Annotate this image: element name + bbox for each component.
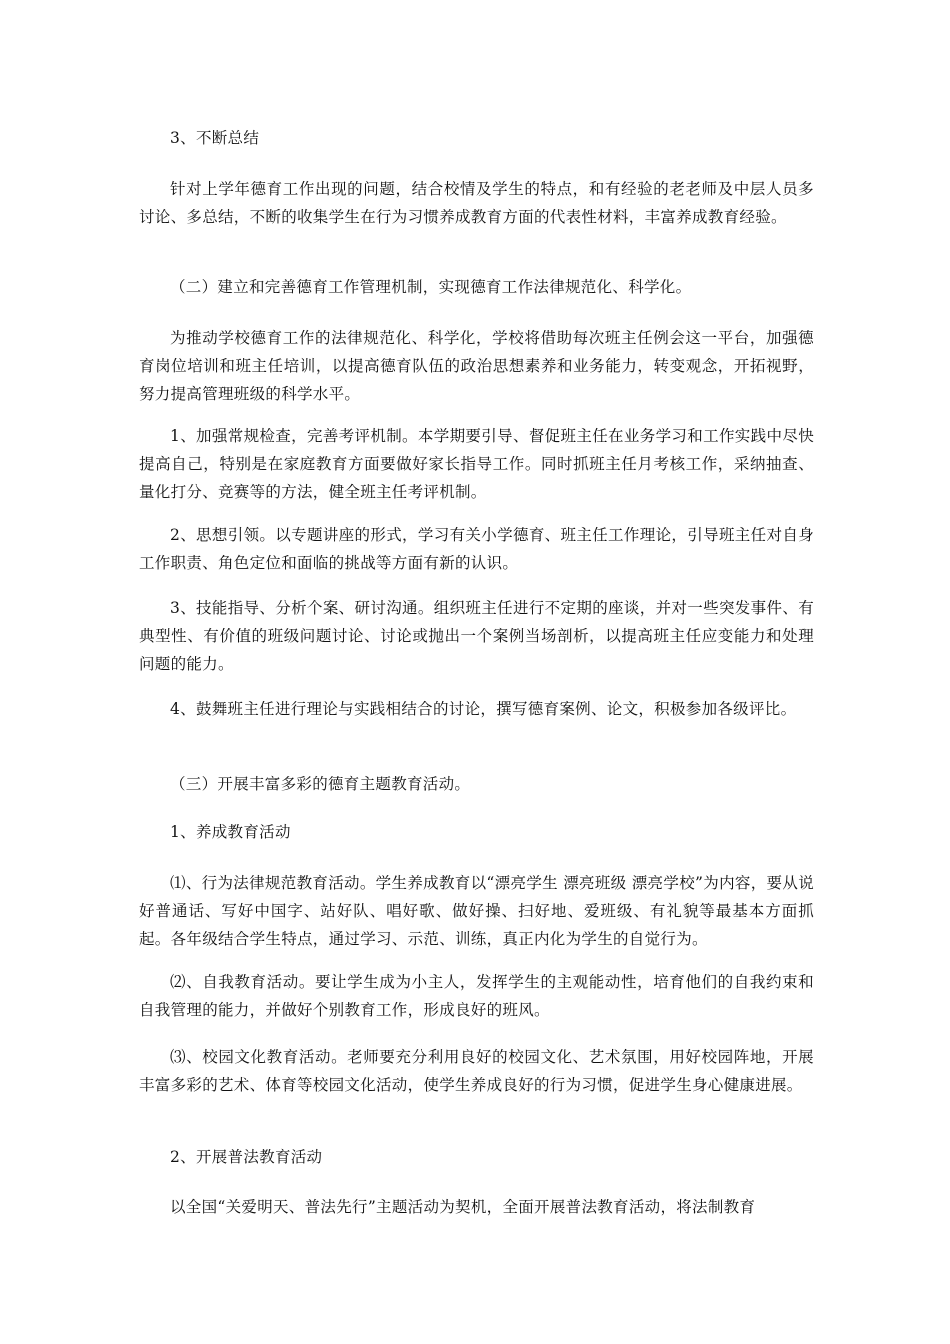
paragraph-subitem-3: ⑶、校园文化教育活动。老师要充分利用良好的校园文化、艺术氛围，用好校园阵地，开展丰富多彩的艺术、体育等校园文化活动，使学生养成良好的行为习惯，促进学生身心健康进展。 bbox=[139, 1048, 814, 1094]
section-heading-3: （三）开展丰富多彩的德育主题教育活动。 bbox=[170, 775, 471, 793]
paragraph-item-4: 4、鼓舞班主任进行理论与实践相结合的讨论，撰写德育案例、论文，积极参加各级评比。 bbox=[170, 700, 797, 718]
paragraph-subitem-1: ⑴、行为法律规范教育活动。学生养成教育以“漂亮学生 漂亮班级 漂亮学校”为内容，要从说好普通话、写好中国字、站好队、唱好歌、做好操、扫好地、爱班级、有礼貌等最基本方面抓起。各年级结合学生特点，通过学习、示范、训练，真正内化为学生的自觉行为。 bbox=[139, 874, 814, 948]
heading-summarize: 3、不断总结 bbox=[170, 129, 260, 147]
paragraph-item-3: 3、技能指导、分析个案、研讨沟通。组织班主任进行不定期的座谈，并对一些突发事件、有典型性、有价值的班级问题讨论、讨论或抛出一个案例当场剖析，以提高班主任应变能力和处理问题的能力。 bbox=[139, 599, 814, 673]
paragraph-section-2-intro: 为推动学校德育工作的法律规范化、科学化，学校将借助每次班主任例会这一平台，加强德育岗位培训和班主任培训，以提高德育队伍的政治思想素养和业务能力，转变观念，开拓视野，努力提高管理班级的科学水平。 bbox=[139, 329, 814, 403]
subheading-legal-education: 2、开展普法教育活动 bbox=[170, 1148, 323, 1166]
subheading-habit-education: 1、养成教育活动 bbox=[170, 823, 291, 841]
paragraph-item-1: 1、加强常规检查，完善考评机制。本学期要引导、督促班主任在业务学习和工作实践中尽快提高自己，特别是在家庭教育方面要做好家长指导工作。同时抓班主任月考核工作，采纳抽查、量化打分、竞赛等的方法，健全班主任考评机制。 bbox=[139, 427, 814, 501]
section-heading-2: （二）建立和完善德育工作管理机制，实现德育工作法律规范化、科学化。 bbox=[170, 278, 692, 296]
paragraph-subitem-2: ⑵、自我教育活动。要让学生成为小主人，发挥学生的主观能动性，培育他们的自我约束和自我管理的能力，并做好个别教育工作，形成良好的班风。 bbox=[139, 973, 814, 1019]
paragraph-legal-education: 以全国“关爱明天、普法先行”主题活动为契机，全面开展普法教育活动，将法制教育 bbox=[170, 1198, 756, 1216]
paragraph-item-2: 2、思想引领。以专题讲座的形式，学习有关小学德育、班主任工作理论，引导班主任对自身工作职责、角色定位和面临的挑战等方面有新的认识。 bbox=[139, 526, 814, 572]
paragraph-summary-body: 针对上学年德育工作出现的问题，结合校情及学生的特点，和有经验的老老师及中层人员多讨论、多总结，不断的收集学生在行为习惯养成教育方面的代表性材料，丰富养成教育经验。 bbox=[139, 180, 814, 226]
